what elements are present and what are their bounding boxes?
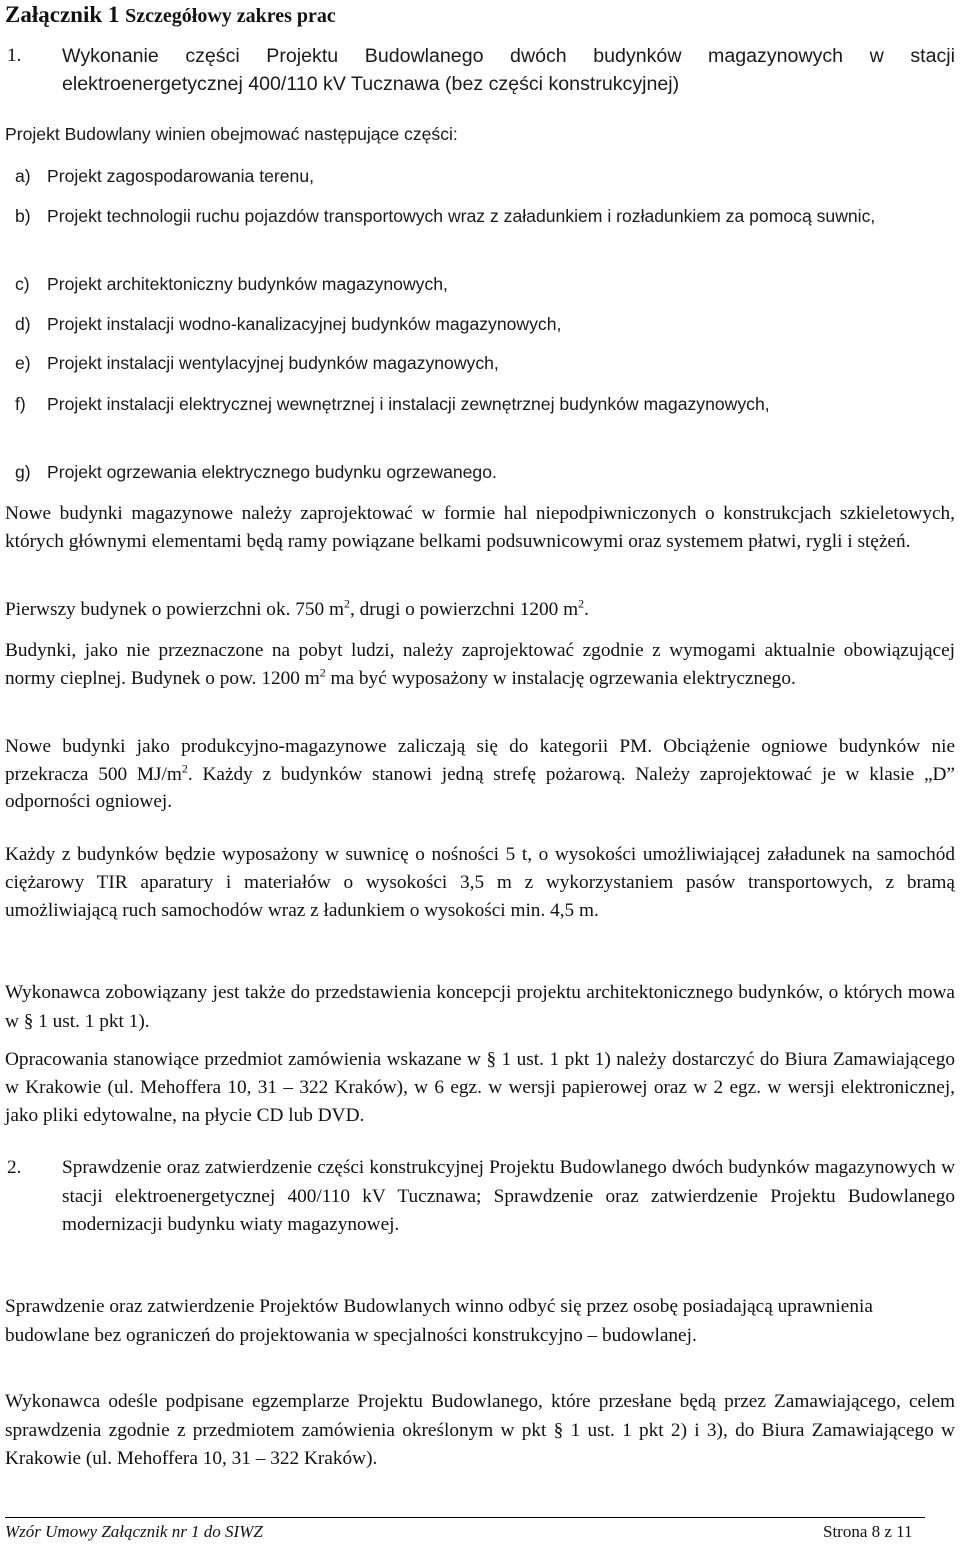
list-item-letter: a): [15, 166, 31, 186]
list-item-letter: e): [15, 353, 31, 373]
list-item-letter: g): [15, 462, 31, 482]
list-item-text: Projekt instalacji elektrycznej wewnętrznej i instalacji zewnętrznej budynków magazynowych,: [47, 394, 770, 414]
list-item-text: Projekt technologii ruchu pojazdów transportowych wraz z załadunkiem i rozładunkiem za pomocą suwnic,: [47, 206, 876, 226]
paragraph: Każdy z budynków będzie wyposażony w suwnicę o nośności 5 t, o wysokości umożliwiającej załadunek na samochód ciężarowy TIR aparatury i materiałów o wysokości 3,5 m z wykorzystaniem pasów transportowych, z bramą umożliwiającą ruch samochodów wraz z ładunkiem o wysokości min. 4,5 m.: [5, 844, 955, 921]
list-item: [15, 311, 915, 338]
paragraph: Wykonawca zobowiązany jest także do przedstawienia koncepcji projektu architektonicznego budynków, o których mowa w § 1 ust. 1 pkt 1).: [5, 982, 955, 1032]
list-item-letter: c): [15, 274, 30, 294]
list-item: [15, 271, 915, 298]
section-1-number: 1.: [7, 45, 22, 66]
parts-intro: Projekt Budowlany winien obejmować następujące części:: [5, 124, 458, 144]
list-item-text: Projekt zagospodarowania terenu,: [47, 166, 315, 186]
list-item-letter: b): [15, 206, 31, 226]
list-item: [15, 350, 915, 377]
paragraph: Budynki, jako nie przeznaczone na pobyt ludzi, należy zaprojektować zgodnie z wymogami aktualnie obowiązującej normy cieplnej. Budynek o pow. 1200 $m^2$ ma być wyposażony w instalację ogrzewania elektrycznego.: [5, 640, 955, 689]
footer-divider: [5, 1517, 925, 1518]
list-item-text: Projekt architektoniczny budynków magazynowych,: [47, 274, 448, 294]
list-item: [15, 459, 915, 486]
paragraph: Nowe budynki jako produkcyjno-magazynowe zaliczają się do kategorii PM. Obciążenie ogniowe budynków nie przekracza 500 $MJ/m^2$. Każdy z budynków stanowi jedną strefę pożarową. Należy zaprojektować je w klasie „D” odporności ogniowej.: [5, 736, 955, 812]
list-item: [15, 163, 915, 190]
paragraph: Nowe budynki magazynowe należy zaprojektować w formie hal niepodpiwniczonych o konstrukcjach szkieletowych, których głównymi elementami będą ramy powiązane belkami podsuwnicowymi oraz systemem płatwi, rygli i stężeń.: [5, 503, 955, 552]
list-item-text: Projekt ogrzewania elektrycznego budynku ogrzewanego.: [47, 462, 497, 482]
paragraph: Sprawdzenie oraz zatwierdzenie Projektów Budowlanych winno odbyć się przez osobę posiadającą uprawnienia budowlane bez ograniczeń do projektowania w specjalności konstrukcyjno – budowlanej.: [5, 1296, 873, 1346]
page-title: [5, 2, 336, 28]
list-item-text: Projekt instalacji wodno-kanalizacyjnej budynków magazynowych,: [47, 314, 562, 334]
section-1-heading: Wykonanie części Projektu Budowlanego dwóch budynków magazynowych w stacji elektroenergetycznej 400/110 kV Tucznawa (bez części konstrukcyjnej): [62, 45, 955, 95]
footer-document-name: Wzór Umowy Załącznik nr 1 do SIWZ: [5, 1522, 263, 1541]
list-item-letter: f): [15, 394, 26, 414]
paragraph: Wykonawca odeśle podpisane egzemplarze Projektu Budowlanego, które przesłane będą przez Zamawiającego, celem sprawdzenia zgodnie z przedmiotem zamówienia określonym w pkt § 1 ust. 1 pkt 2) i 3), do Biura Zamawiającego w Krakowie (ul. Mehoffera 10, 31 – 322 Kraków).: [5, 1391, 955, 1469]
section-2-number: 2.: [7, 1157, 22, 1178]
footer-page-number: Strona 8 z 11: [823, 1522, 913, 1541]
paragraph: Pierwszy budynek o powierzchni ok. 750 $m^2$, drugi o powierzchni 1200 $m^2$.: [5, 596, 589, 620]
list-item-letter: d): [15, 314, 31, 334]
section-2: [5, 1154, 955, 1240]
title-sub: Szczegółowy zakres prac: [125, 5, 336, 27]
list-item-text: Projekt instalacji wentylacyjnej budynków magazynowych,: [47, 353, 499, 373]
paragraph: Opracowania stanowiące przedmiot zamówienia wskazane w § 1 ust. 1 pkt 1) należy dostarczyć do Biura Zamawiającego w Krakowie (ul. Mehoffera 10, 31 – 322 Kraków), w 6 egz. w wersji papierowej oraz w 2 egz. w wersji elektronicznej, jako pliki edytowalne, na płycie CD lub DVD.: [5, 1049, 955, 1126]
list-item: [15, 391, 915, 418]
title-main: Załącznik 1: [5, 2, 120, 27]
section-2-heading: Sprawdzenie oraz zatwierdzenie części konstrukcyjnej Projektu Budowlanego dwóch budynków magazynowych w stacji elektroenergetycznej 400/110 kV Tucznawa; Sprawdzenie oraz zatwierdzenie Projektu Budowlanego modernizacji budynku wiaty magazynowej.: [62, 1157, 955, 1235]
list-item: [15, 203, 915, 230]
section-1: [5, 42, 955, 98]
